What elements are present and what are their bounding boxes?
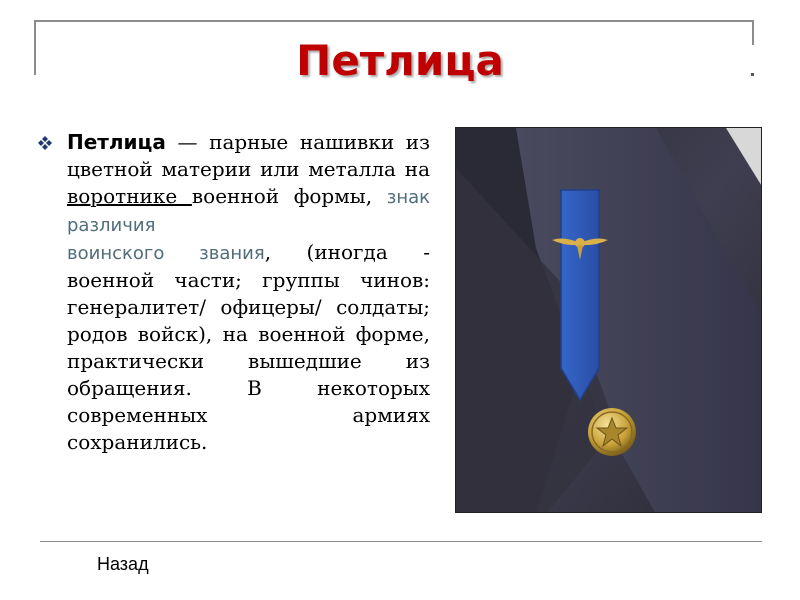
frame-line-top — [34, 20, 754, 22]
definition-paragraph — [67, 129, 430, 456]
star-button-icon — [588, 408, 636, 456]
collar-photo-drawing — [456, 128, 762, 513]
blue-collar-tab — [561, 190, 599, 400]
definition-text-2: военной формы, — [191, 184, 387, 208]
rank-insignia-link-line1[interactable]: знак различия — [67, 187, 430, 236]
bottom-divider — [40, 541, 762, 542]
definition-text-3: , (иногда - военной части; группы чинов: генералитет/ офицеры/ солдаты; родов войск), на военной форме, практически вышедшие из обращения. В некоторых современных армиях сохранились. — [67, 240, 430, 454]
term-petlitsa: Петлица — [67, 130, 166, 154]
collar-link[interactable]: воротнике — [67, 184, 192, 208]
uniform-collar-photo — [455, 127, 762, 513]
back-link[interactable]: Назад — [97, 554, 149, 574]
rank-insignia-link-line2[interactable]: воинского звания — [67, 243, 265, 264]
slide-title: Петлица — [296, 36, 504, 85]
definition-text-1: — парные нашивки из цветной материи или металла на — [67, 130, 430, 181]
diamond-bullet-icon — [37, 135, 53, 151]
